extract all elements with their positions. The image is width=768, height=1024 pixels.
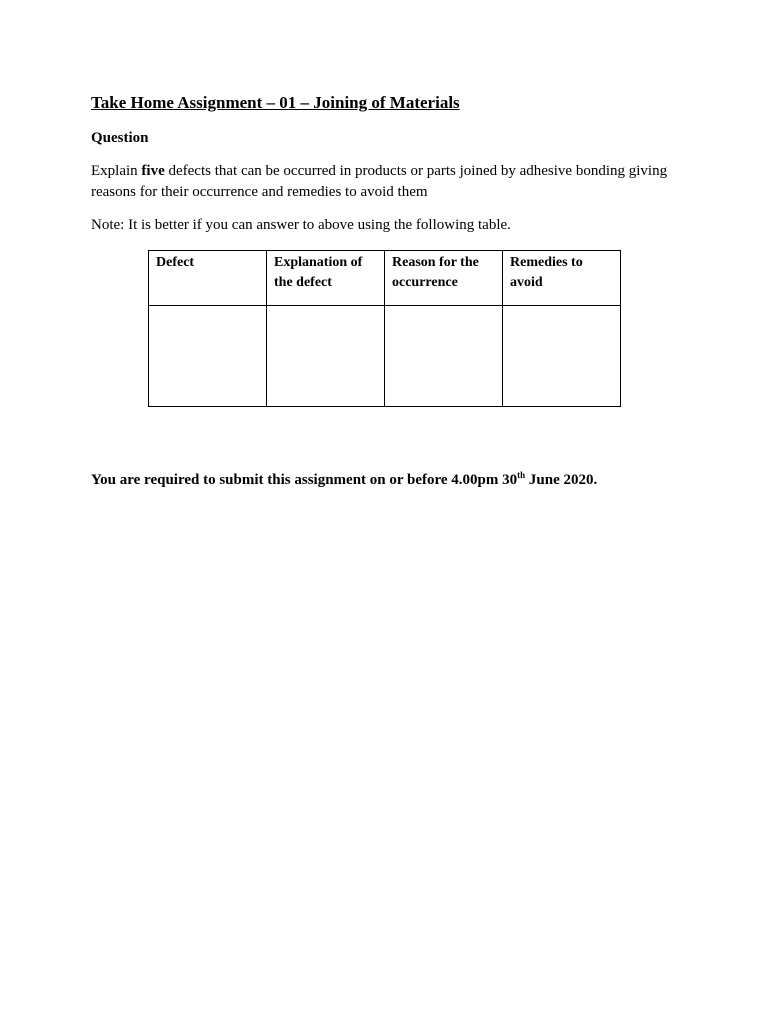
question-heading: Question	[91, 130, 149, 146]
deadline-text-start: You are required to submit this assignment on or before 4.00pm 30	[91, 472, 518, 488]
question-text	[91, 161, 691, 203]
deadline-ordinal-suffix: th	[517, 470, 526, 480]
document-title: Take Home Assignment – 01 – Joining of Materials	[91, 93, 460, 112]
header-explanation: Explanation of the defect	[267, 251, 385, 306]
header-defect: Defect	[149, 251, 267, 306]
table-cell	[149, 306, 267, 407]
table-cell	[385, 306, 503, 407]
question-emphasis: five	[141, 163, 165, 179]
header-reason: Reason for the occurrence	[385, 251, 503, 306]
header-remedies: Remedies to avoid	[503, 251, 621, 306]
note-text: Note: It is better if you can answer to above using the following table.	[91, 217, 511, 233]
defects-table	[148, 250, 621, 407]
table-cell	[267, 306, 385, 407]
question-text-end: defects that can be occurred in products or parts joined by adhesive bonding giving reasons for their occurrence and remedies to avoid them	[91, 163, 668, 200]
question-text-start: Explain	[91, 163, 142, 179]
deadline-text	[91, 472, 597, 489]
deadline-text-end: June 2020.	[525, 472, 598, 488]
table-header-row	[149, 251, 621, 306]
table-cell	[503, 306, 621, 407]
table-row	[149, 306, 621, 407]
